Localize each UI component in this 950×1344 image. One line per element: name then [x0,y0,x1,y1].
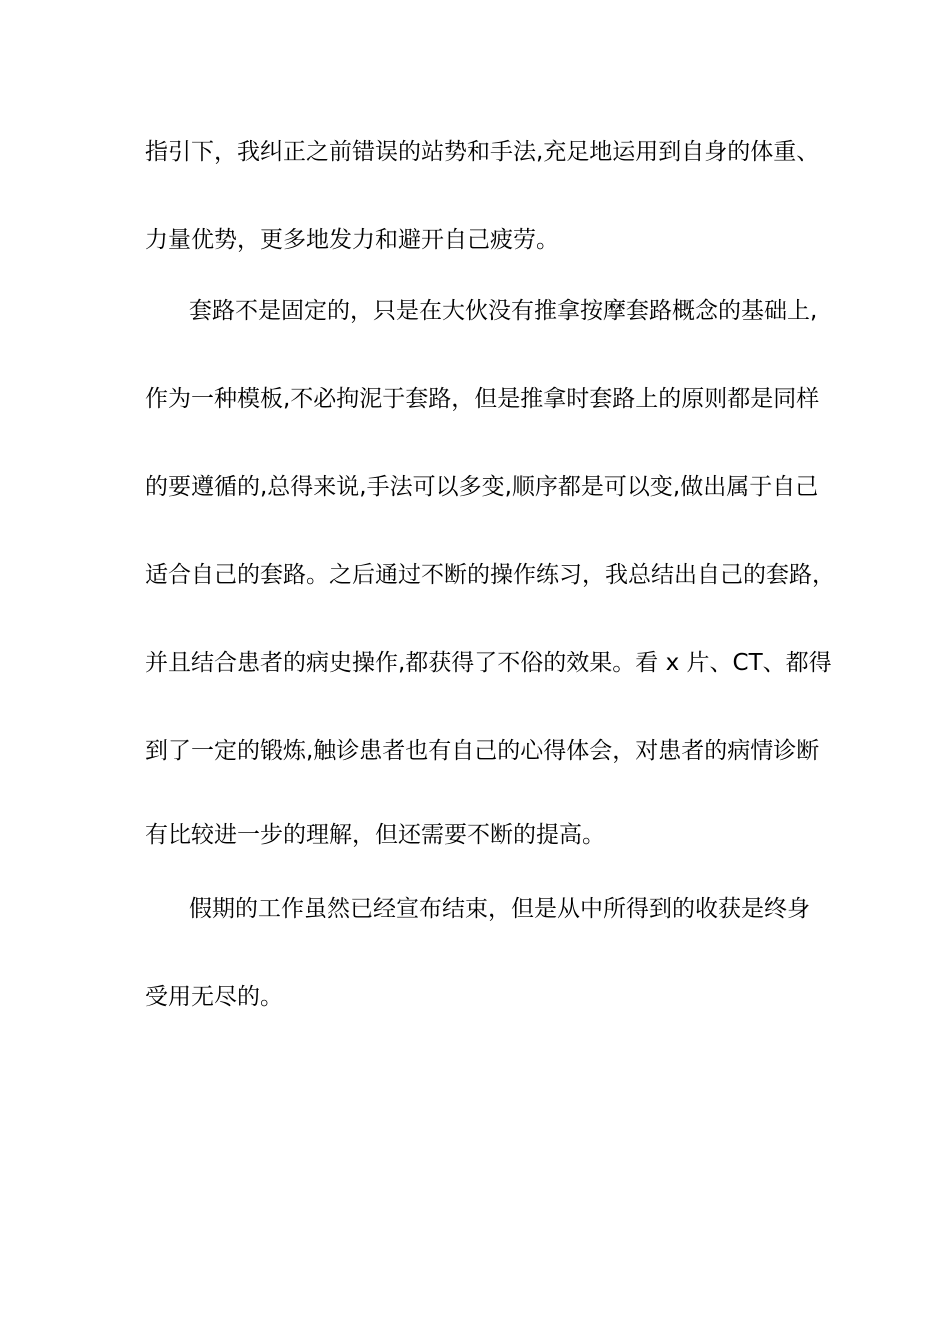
text-line: 有比较进一步的理解，但还需要不断的提高。 [145,822,605,848]
text-line: 指引下，我纠正之前错误的站势和手法,充足地运用到自身的体重、 [145,139,820,165]
text-line: 作为一种模板,不必拘泥于套路，但是推拿时套路上的原则都是同样 [145,386,820,412]
text-line: 适合自己的套路。之后通过不断的操作练习，我总结出自己的套路， [145,562,835,588]
text-line: 受用无尽的。 [145,984,283,1010]
text-line: 力量优势，更多地发力和避开自己疲劳。 [145,227,559,253]
paragraph-start-line: 假期的工作虽然已经宣布结束，但是从中所得到的收获是终身 [189,896,810,922]
text-line: 到了一定的锻炼,触诊患者也有自己的心得体会，对患者的病情诊断 [145,738,820,764]
text-line: 并且结合患者的病史操作,都获得了不俗的效果。看 x 片、CT、都得 [145,650,832,676]
paragraph-start-line: 套路不是固定的，只是在大伙没有推拿按摩套路概念的基础上, [189,298,818,324]
text-line: 的要遵循的,总得来说,手法可以多变,顺序都是可以变,做出属于自己 [145,474,819,500]
